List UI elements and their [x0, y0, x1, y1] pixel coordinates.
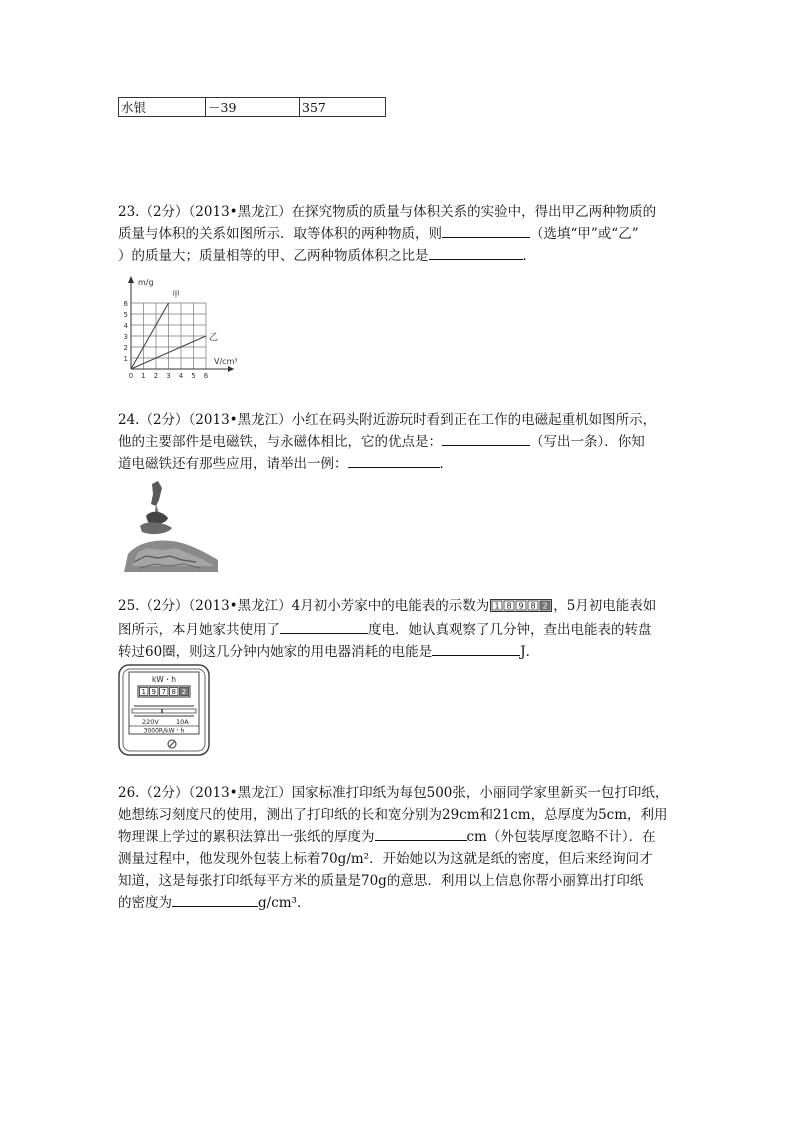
q26-text: 的密度为: [118, 895, 172, 911]
y-axis-label: m/g: [138, 278, 154, 287]
q24-answer-blank-2[interactable]: [348, 453, 440, 468]
meter-voltage: 220V: [142, 718, 159, 726]
q26-line4: 测量过程中，他发现外包装上标着70g/m²．开始她以为这就是纸的密度，但后来经询问才: [118, 851, 653, 867]
q24-answer-blank-1[interactable]: [442, 431, 530, 446]
q24-line2: [118, 431, 656, 453]
x-tick-label: 0: [128, 372, 134, 380]
meter-digit: 1: [141, 688, 146, 696]
inline-digit: 8: [506, 601, 512, 611]
q23-line2: [118, 223, 656, 245]
q26-line1: 26.（2分）（2013•黑龙江）国家标准打印纸为每包500张，小丽同学家里新买一包打印纸，: [118, 785, 669, 801]
meter-unit: kW・h: [151, 675, 177, 684]
y-tick-label: 1: [123, 355, 128, 363]
q26-line2: 她想练习刻度尺的使用，测出了打印纸的长和宽分别为29cm和21cm，总厚度为5cm，利用: [118, 807, 668, 823]
q24-text: ．: [439, 456, 453, 472]
y-tick-label: 4: [123, 322, 128, 330]
x-axis-arrow-icon: [228, 366, 234, 372]
q25-line2: [118, 619, 656, 641]
x-tick-label: 3: [166, 372, 171, 380]
inline-digit: 2: [542, 601, 548, 611]
q23-answer-blank-1[interactable]: [442, 223, 530, 238]
q24-text: 他的主要部件是电磁铁，与永磁体相比，它的优点是：: [118, 434, 442, 450]
y-tick-label: 5: [123, 311, 128, 319]
melting-point-table: [118, 97, 386, 117]
q25-text: J．: [520, 644, 540, 660]
meter-digit: 9: [151, 688, 156, 696]
q25-line1: [118, 595, 656, 619]
table-row: [119, 98, 386, 117]
q26-answer-blank-1[interactable]: [375, 826, 467, 841]
x-tick-label: 4: [178, 372, 184, 380]
q23-line1: 23.（2分）（2013•黑龙江）在探究物质的质量与体积关系的实验中，得出甲乙两种物质的: [118, 204, 657, 220]
graph-grid: [131, 303, 206, 369]
q24-line1: 24.（2分）（2013•黑龙江）小红在码头附近游玩时看到正在工作的电磁起重机如图所示，: [118, 412, 657, 428]
meter-current: 10A: [176, 718, 189, 726]
q25-line3: [118, 641, 656, 663]
meter-dial-disc: [132, 709, 196, 713]
q26-text: cm（外包装厚度忽略不计）．在: [466, 829, 656, 845]
inline-meter-reading: [490, 597, 552, 619]
q23-text: 质量与体积的关系如图所示．取等体积的两种物质，则: [118, 226, 442, 242]
question-26: [118, 782, 668, 914]
electricity-meter-figure: [118, 664, 210, 756]
q24-text: （写出一条）．你知: [530, 434, 645, 450]
y-tick-label: 6: [123, 300, 128, 308]
q26-line3: [118, 826, 668, 848]
meter-digit: 7: [161, 688, 166, 696]
table-cell-substance: 水银: [119, 98, 206, 117]
q25-text: 转过60圈，则这几分钟内她家的用电器消耗的电能是: [118, 644, 433, 660]
x-tick-label: 1: [141, 372, 146, 380]
inline-digit: 1: [494, 601, 500, 611]
q26-answer-blank-2[interactable]: [172, 892, 258, 907]
q26-line5: 知道，这是每张打印纸每平方米的质量是70g的意思．利用以上信息你帮小丽算出打印纸: [118, 873, 644, 889]
meter-digit: 2: [181, 688, 187, 696]
question-23: [118, 201, 656, 267]
meter-rating: 3000R/kW・h: [143, 727, 185, 735]
y-axis-arrow-icon: [128, 276, 134, 283]
q24-text: 道电磁铁还有那些应用，请举出一例：: [118, 456, 348, 472]
q25-text: 度电．她认真观察了几分钟，查出电能表的转盘: [368, 622, 652, 638]
q23-answer-blank-2[interactable]: [429, 245, 523, 260]
q25-answer-blank-2[interactable]: [432, 641, 520, 656]
q24-line3: [118, 453, 656, 475]
q25-answer-blank-1[interactable]: [280, 619, 368, 634]
series-label-a: 甲: [172, 290, 180, 299]
q26-line6: [118, 892, 668, 914]
electromagnetic-crane-photo: [118, 476, 218, 572]
series-label-b: 乙: [209, 333, 219, 343]
q23-text: ）的质量大；质量相等的甲、乙两种物质体积之比是: [118, 248, 429, 264]
x-tick-label: 6: [203, 372, 209, 380]
question-25: [118, 595, 656, 663]
table-cell-boiling-point: 357: [300, 98, 386, 117]
table-cell-melting-point: －39: [206, 98, 300, 117]
q23-line3: [118, 245, 656, 267]
q26-text: g/cm³．: [258, 895, 311, 911]
q25-text: 图所示，本月她家共使用了: [118, 622, 280, 638]
x-tick-label: 5: [191, 372, 196, 380]
q26-text: 物理课上学过的累积法算出一张纸的厚度为: [118, 829, 375, 845]
x-axis-label: V/cm³: [214, 357, 238, 366]
inline-digit: 8: [530, 601, 536, 611]
question-24: [118, 409, 656, 475]
inline-meter-digits: [490, 599, 552, 612]
x-tick-label: 2: [153, 372, 159, 380]
meter-digit: 8: [171, 688, 176, 696]
mass-volume-graph: [116, 270, 246, 382]
q25-text: ，5月初电能表如: [553, 598, 657, 614]
y-tick-label: 3: [123, 333, 128, 341]
y-tick-label: 2: [123, 344, 128, 352]
q23-text: （选填“甲”或“乙”: [530, 226, 639, 242]
q23-text: ．: [522, 248, 536, 264]
q25-text: 25.（2分）（2013•黑龙江）4月初小芳家中的电能表的示数为: [118, 598, 490, 614]
inline-digit: 9: [518, 601, 524, 611]
